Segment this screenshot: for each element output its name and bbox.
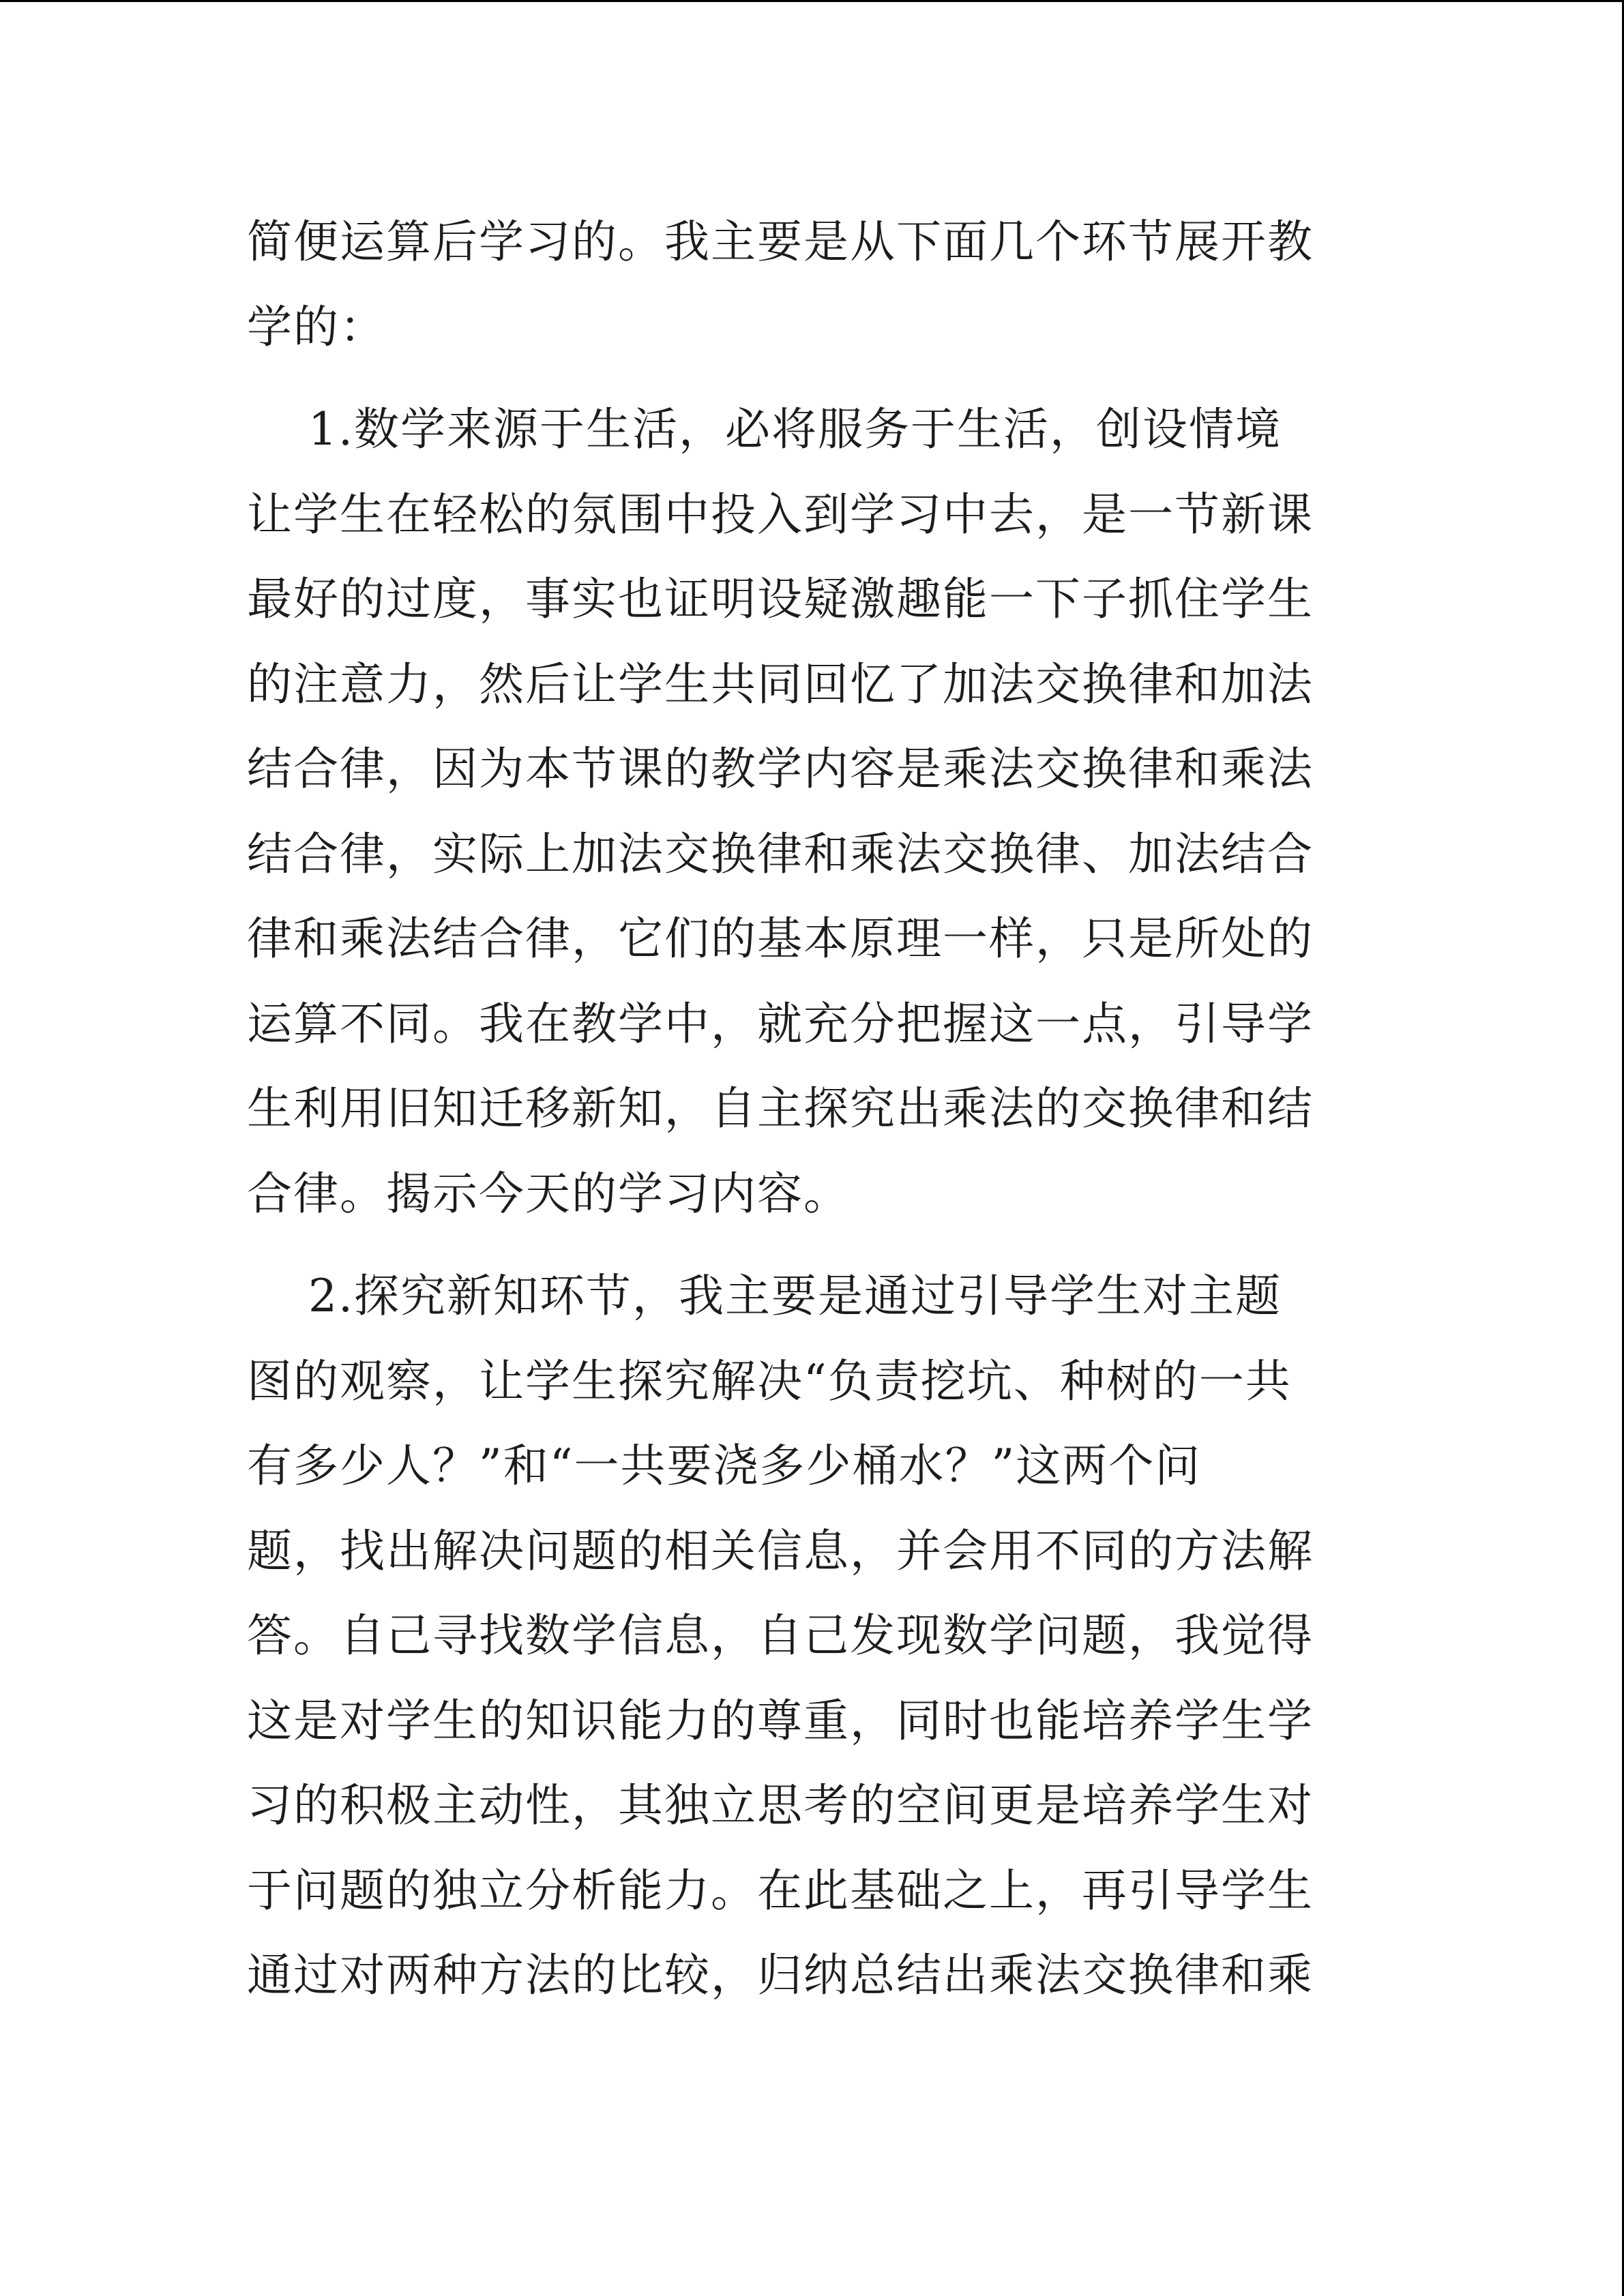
text-line: 最好的过度，事实也证明设疑激趣能一下子抓住学生 bbox=[247, 573, 1314, 625]
paragraph-2 bbox=[247, 387, 1379, 1236]
text-line: 习的积极主动性，其独立思考的空间更是培养学生对 bbox=[247, 1779, 1314, 1832]
text-line: 通过对两种方法的比较，归纳总结出乘法交换律和乘 bbox=[247, 1949, 1314, 2001]
text-line: 的注意力，然后让学生共同回忆了加法交换律和加法 bbox=[247, 657, 1314, 711]
body-text bbox=[247, 200, 1379, 2018]
text-line: 题，找出解决问题的相关信息，并会用不同的方法解 bbox=[247, 1524, 1314, 1577]
text-line: 答。自己寻找数学信息，自己发现数学问题，我觉得 bbox=[247, 1609, 1314, 1662]
text-line: 律和乘法结合律，它们的基本原理一样，只是所处的 bbox=[247, 912, 1314, 965]
text-line: 结合律，因为本节课的教学内容是乘法交换律和乘法 bbox=[247, 743, 1314, 795]
text-line: 这是对学生的知识能力的尊重，同时也能培养学生学 bbox=[247, 1694, 1314, 1747]
text-line: 有多少人？”和“一共要浇多少桶水？”这两个问 bbox=[247, 1440, 1202, 1492]
paragraph-1 bbox=[247, 200, 1379, 370]
text-line: 生利用旧知迁移新知，自主探究出乘法的交换律和结 bbox=[247, 1082, 1314, 1135]
text-line: 运算不同。我在教学中，就充分把握这一点，引导学 bbox=[247, 997, 1314, 1050]
text-line: 简便运算后学习的。我主要是从下面几个环节展开教 bbox=[247, 215, 1314, 268]
text-line: 让学生在轻松的氛围中投入到学习中去，是一节新课 bbox=[247, 488, 1314, 541]
paragraph-3 bbox=[247, 1254, 1379, 2018]
text-line: 1.数学来源于生活，必将服务于生活，创设情境 bbox=[308, 403, 1282, 456]
text-line: 2.探究新知环节，我主要是通过引导学生对主题 bbox=[308, 1270, 1282, 1322]
text-line: 合律。揭示今天的学习内容。 bbox=[247, 1167, 850, 1220]
text-line: 学的： bbox=[247, 300, 386, 353]
text-line: 图的观察，让学生探究解决“负责挖坑、种树的一共 bbox=[247, 1354, 1292, 1407]
text-line: 结合律，实际上加法交换律和乘法交换律、加法结合 bbox=[247, 827, 1314, 880]
text-line: 于问题的独立分析能力。在此基础之上，再引导学生 bbox=[247, 1864, 1314, 1917]
